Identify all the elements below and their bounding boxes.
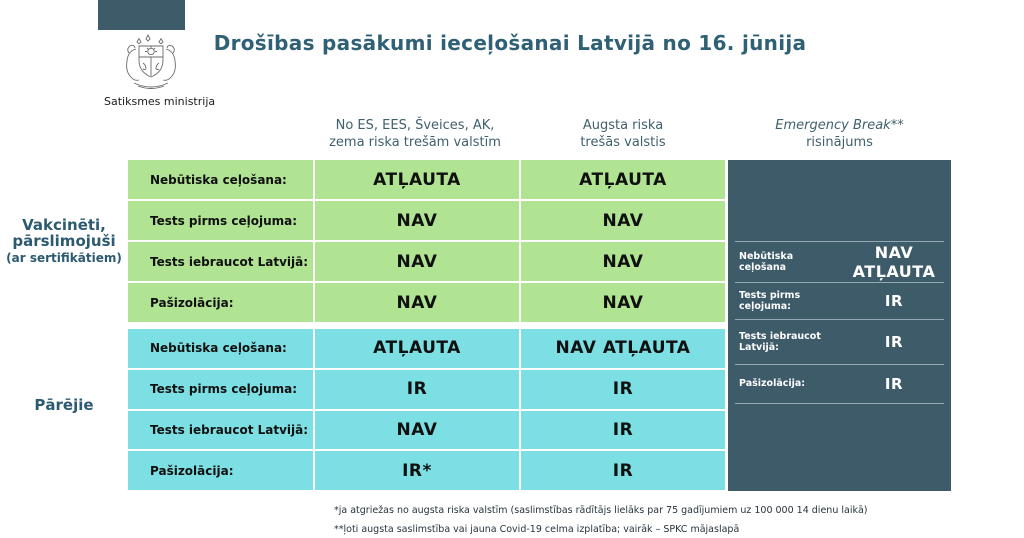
emergency-break-panel: [728, 160, 951, 491]
row-label: Tests iebraucot Latvijā:: [128, 411, 313, 450]
panel-row: [728, 241, 951, 282]
panel-row-value: IR: [884, 291, 904, 310]
cell-value: NAV: [315, 283, 519, 322]
footnotes: [334, 501, 867, 538]
cell-value: ATĻAUTA: [315, 329, 519, 368]
panel-row: [728, 364, 951, 403]
column-header-line: No ES, EES, Šveices, AK,: [335, 118, 495, 133]
cell-value: NAV: [315, 201, 519, 240]
cell-value: NAV: [521, 242, 725, 281]
column-header-line: zema riska trešām valstīm: [329, 135, 501, 150]
group-label-vaccinated: [4, 217, 124, 266]
row-label: Pašizolācija:: [128, 451, 313, 490]
cell-value: NAV: [521, 283, 725, 322]
footnote-2: **ļoti augsta saslimstība vai jauna Covid-19 celma izplatība; vairāk – SPKC mājaslapā: [334, 524, 740, 535]
panel-row-value: IR: [884, 332, 904, 351]
group-label-line: Vakcinēti,: [22, 216, 106, 234]
cell-value: IR: [315, 370, 519, 409]
cell-value: IR: [521, 411, 725, 450]
ministry-name: Satiksmes ministrija: [104, 95, 216, 108]
row-label: Tests iebraucot Latvijā:: [128, 242, 313, 281]
panel-row-value: NAV ATĻAUTA: [852, 242, 936, 281]
group-label-line: pārslimojuši: [12, 232, 116, 250]
cell-value: IR: [521, 370, 725, 409]
panel-row-label: Tests pirms ceļojuma:: [739, 289, 801, 312]
table-vaccinated: [128, 160, 725, 322]
column-header-high-risk: [521, 117, 725, 151]
page-title: Drošības pasākumi ieceļošanai Latvijā no 16. jūnija: [213, 31, 807, 55]
panel-row-label: Pašizolācija:: [739, 378, 806, 389]
coat-of-arms-icon: [112, 33, 190, 93]
cell-value: IR: [521, 451, 725, 490]
panel-row: [728, 319, 951, 364]
column-header-line: Emergency Break**: [775, 118, 904, 133]
row-label: Pašizolācija:: [128, 283, 313, 322]
table-others: [128, 329, 725, 490]
cell-value: ATĻAUTA: [315, 160, 519, 199]
row-label: Nebūtiska ceļošana:: [128, 160, 313, 199]
column-header-low-risk: [310, 117, 520, 151]
cell-value: NAV: [315, 411, 519, 450]
footnote-1: *ja atgriežas no augsta riska valstīm (saslimstības rādītājs lielāks par 75 gadījumiem uz 100 000 14 dienu laikā): [334, 505, 868, 516]
panel-divider: [735, 403, 944, 404]
panel-row: [728, 282, 951, 319]
cell-value: NAV: [315, 242, 519, 281]
panel-row-label: Nebūtiska ceļošana: [739, 250, 794, 273]
row-label: Nebūtiska ceļošana:: [128, 329, 313, 368]
panel-row-label: Tests iebraucot Latvijā:: [739, 330, 821, 353]
panel-row-value: IR: [884, 374, 904, 393]
column-header-line: trešās valstis: [580, 135, 666, 150]
column-header-emergency-break: [728, 117, 951, 151]
row-label: Tests pirms ceļojuma:: [128, 370, 313, 409]
ministry-logo: [104, 33, 216, 108]
group-label-line: (ar sertifikātiem): [6, 251, 122, 265]
cell-value: NAV: [521, 201, 725, 240]
cell-value: IR*: [315, 451, 519, 490]
cell-value: ATĻAUTA: [521, 160, 725, 199]
column-header-line: risinājums: [806, 135, 873, 150]
cell-value: NAV ATĻAUTA: [521, 329, 725, 368]
column-header-line: Augsta riska: [582, 118, 664, 133]
row-label: Tests pirms ceļojuma:: [128, 201, 313, 240]
brand-accent-bar: [98, 0, 185, 30]
group-label-others: Pārējie: [34, 396, 94, 414]
